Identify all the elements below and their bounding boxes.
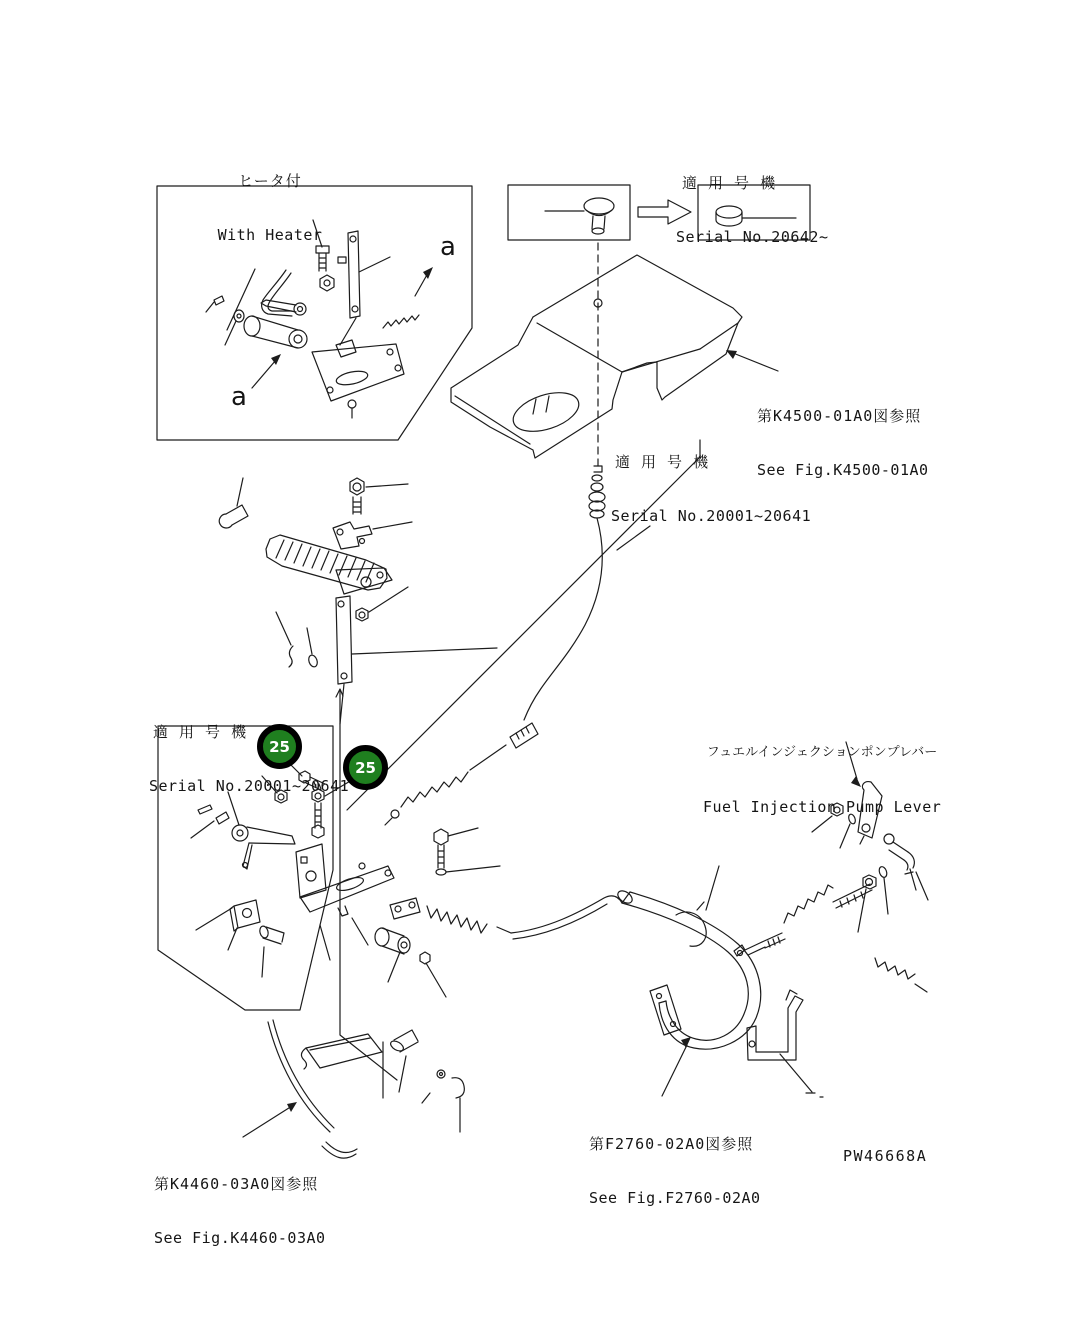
callout-badge-25-b: 25 [343, 745, 388, 790]
serial-old-left-jp: 適 用 号 機 [153, 723, 248, 741]
with-heater-jp: ヒータ付 [238, 172, 302, 190]
serial-old-left-en: Serial No.20001~20641 [149, 777, 350, 795]
with-heater-en: With Heater [217, 226, 323, 244]
ref-f2760-en: See Fig.F2760-02A0 [589, 1189, 761, 1207]
ref-k4500-en: See Fig.K4500-01A0 [757, 461, 929, 479]
serial-new-jp: 適 用 号 機 [682, 174, 777, 192]
view-label-a-top: a [440, 232, 456, 262]
ref-f2760-jp: 第F2760-02A0図参照 [589, 1135, 754, 1153]
ref-k4460-jp: 第K4460-03A0図参照 [154, 1175, 319, 1193]
callout-badge-25-a: 25 [257, 724, 302, 769]
serial-old-top-en: Serial No.20001~20641 [611, 507, 812, 525]
pump-lever-en: Fuel Injection Pump Lever [703, 798, 942, 816]
f2760-leader [662, 1037, 691, 1096]
pump-lever-label [703, 708, 941, 852]
ref-f2760-label [589, 1099, 761, 1243]
pump-lever-jp: フュエルインジェクションポンプレバー [706, 745, 938, 760]
drawing-number: PW46668A [843, 1147, 928, 1165]
mounting-bracket-assembly [296, 828, 511, 997]
serial-old-top-jp: 適 用 号 機 [615, 453, 710, 471]
view-label-a-bottom: a [231, 382, 247, 412]
k4460-cable [243, 1020, 464, 1158]
serial-old-left-label [149, 687, 349, 831]
with-heater-label [170, 136, 370, 280]
serial-old-top-label [611, 417, 811, 561]
lower-throttle-cable [511, 866, 872, 1097]
ref-k4500-jp: 第K4500-01A0図参照 [757, 407, 922, 425]
serial-new-en: Serial No.20642~ [676, 228, 829, 246]
ref-k4460-label [154, 1139, 326, 1283]
ref-k4460-en: See Fig.K4460-03A0 [154, 1229, 326, 1247]
serial-new-label [676, 138, 829, 282]
